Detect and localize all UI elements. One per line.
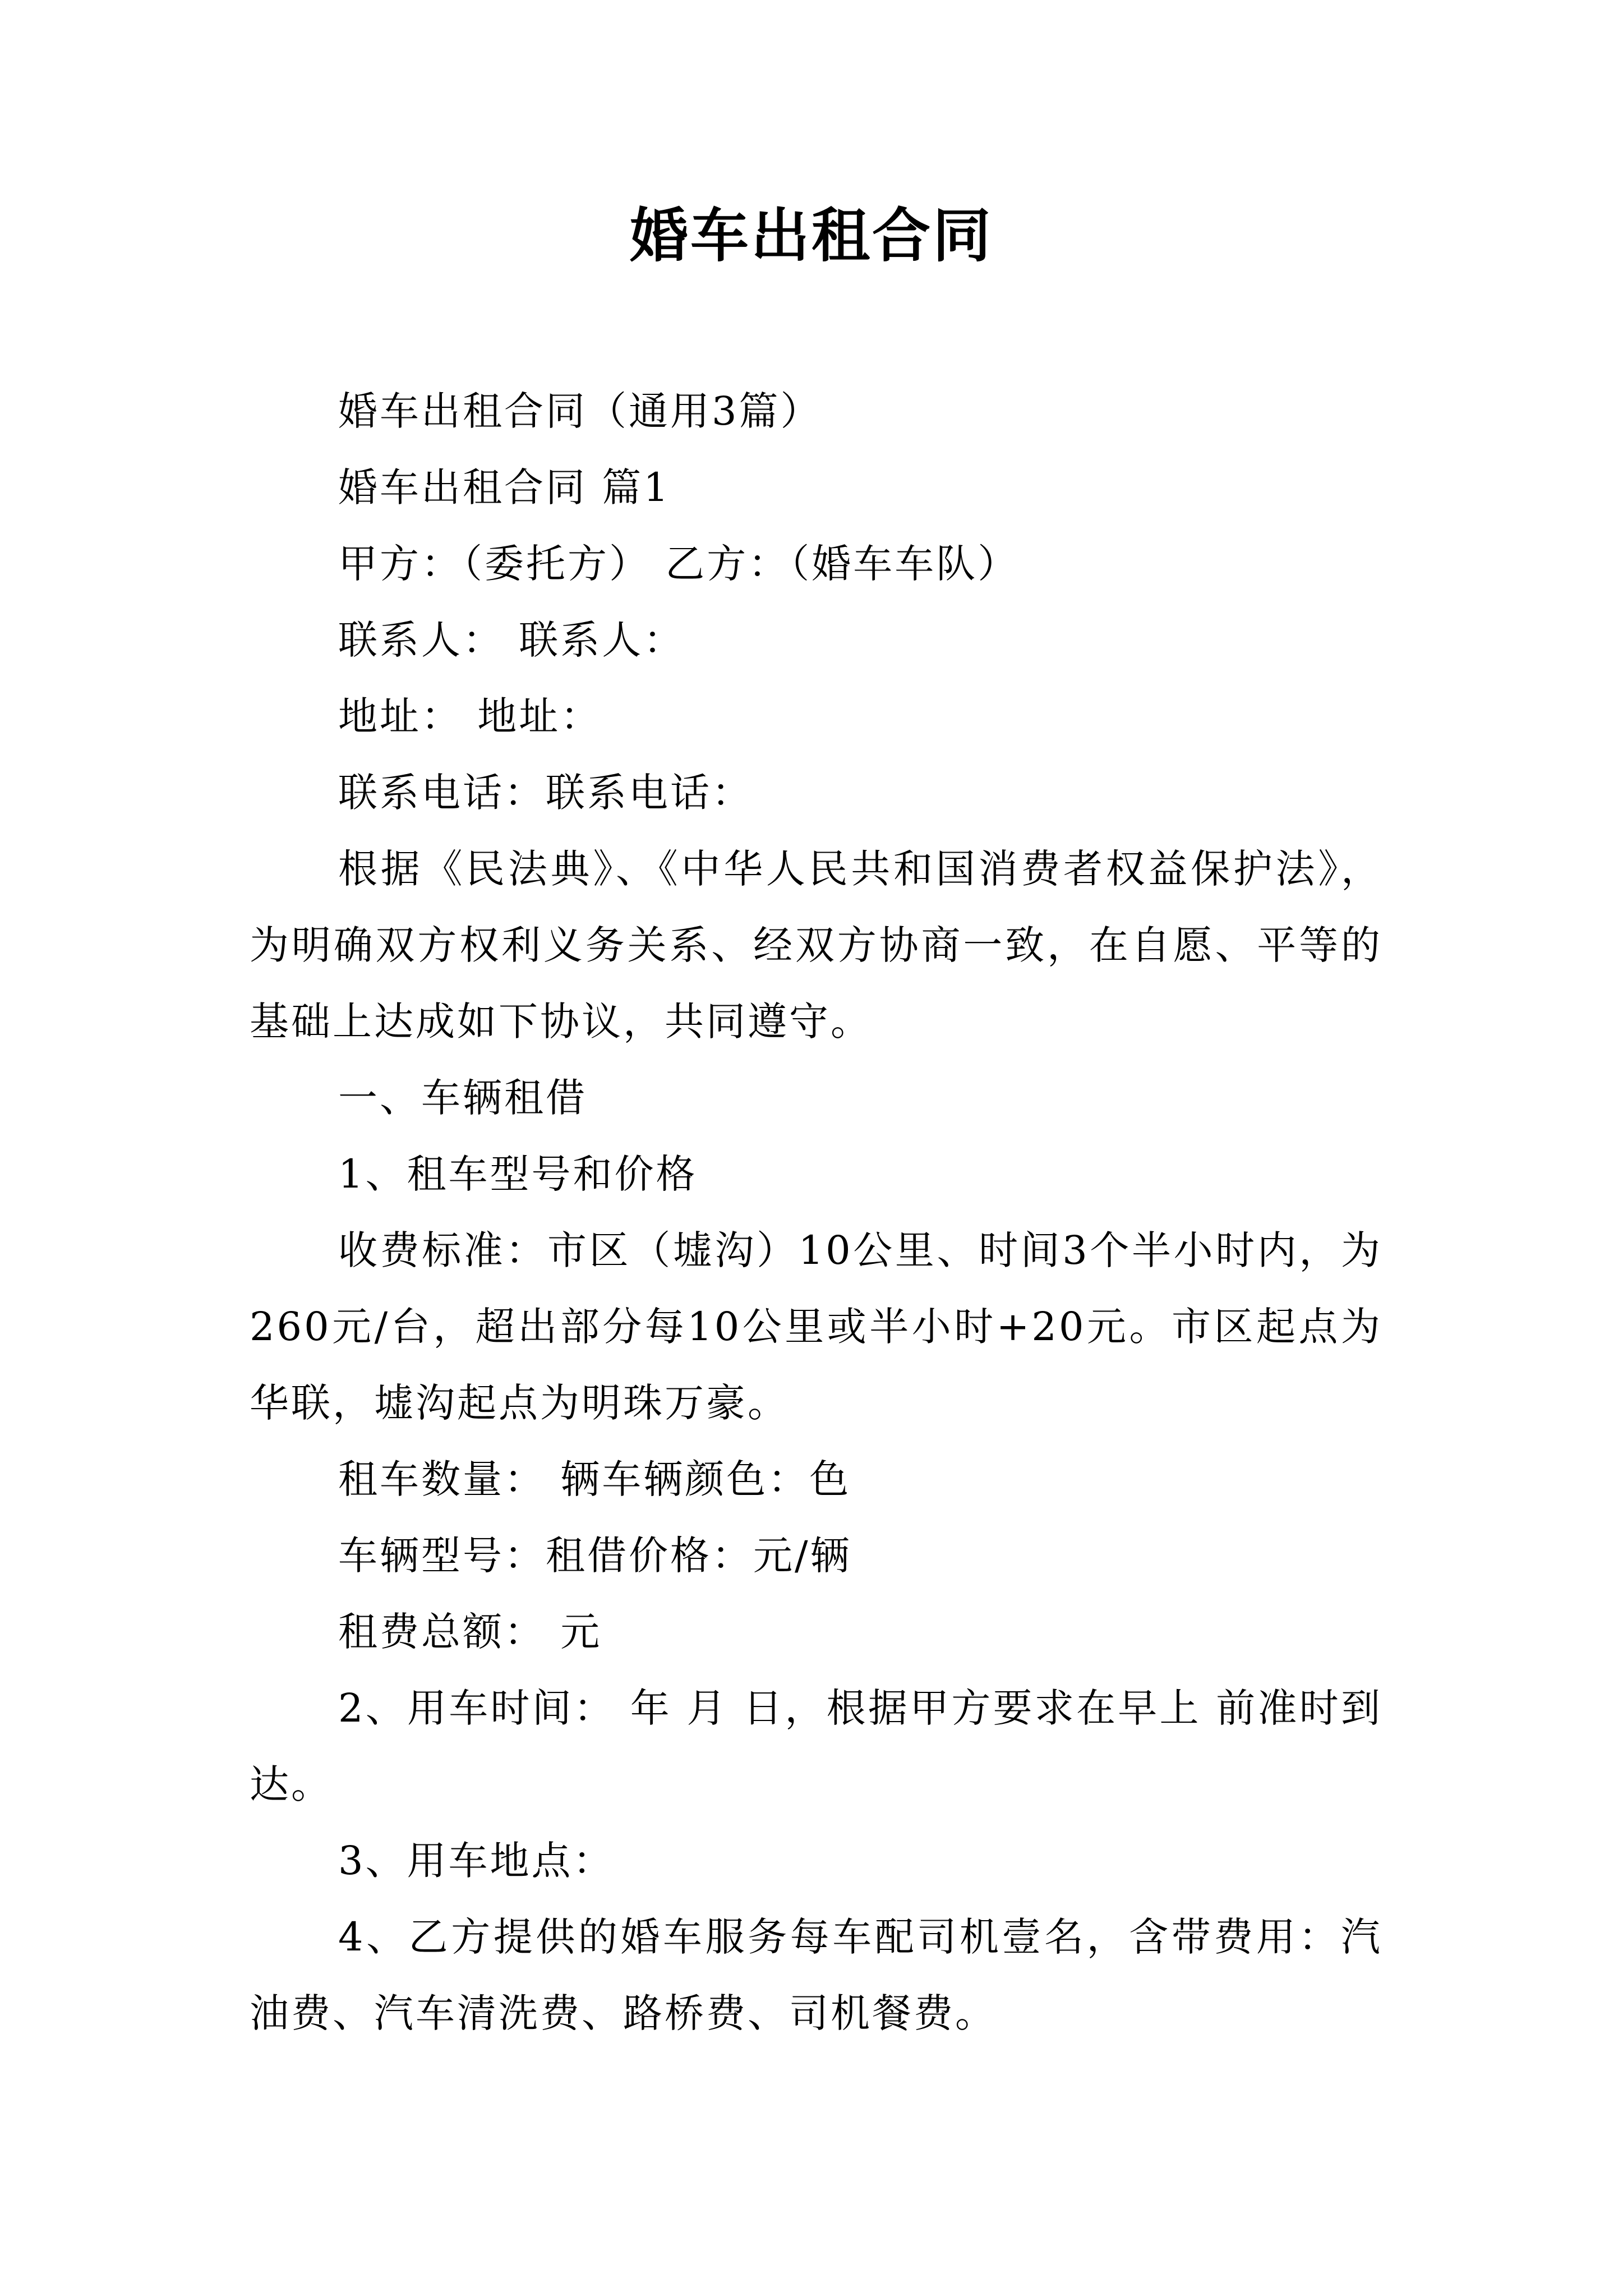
paragraph-total: 租费总额： 元	[338, 1609, 602, 1655]
document-title: 婚车出租合同	[629, 201, 993, 270]
paragraph-section-1: 一、车辆租借	[338, 1075, 587, 1121]
paragraph-heading-part1: 婚车出租合同 篇1	[338, 464, 671, 510]
paragraph-item-1: 1、租车型号和价格	[338, 1151, 698, 1197]
paragraph-parties: 甲方：（委托方） 乙方：（婚车车队）	[338, 541, 1020, 587]
paragraph-phone: 联系电话：联系电话：	[338, 770, 753, 816]
paragraph-preamble: 根据《民法典》、《中华人民共和国消费者权益保护法》，为明确双方权利义务关系、经双方协商一致，在自愿、平等的基础上达成如下协议，共同遵守。	[250, 846, 1382, 1045]
paragraph-model-price: 车辆型号：租借价格：元/辆	[338, 1533, 852, 1579]
paragraph-heading-general: 婚车出租合同（通用3篇）	[338, 388, 822, 434]
paragraph-address: 地址： 地址：	[338, 693, 602, 739]
paragraph-contact: 联系人： 联系人：	[338, 617, 685, 663]
paragraph-fee-standard: 收费标准：市区（墟沟）10公里、时间3个半小时内，为260元/台，超出部分每10公里或半小时+20元。市区起点为华联，墟沟起点为明珠万豪。	[250, 1227, 1382, 1426]
paragraph-quantity-color: 租车数量： 辆车辆颜色：色	[338, 1456, 851, 1502]
paragraph-item-3: 3、用车地点：	[338, 1838, 615, 1884]
paragraph-item-2: 2、用车时间： 年 月 日，根据甲方要求在早上 前准时到达。	[250, 1685, 1382, 1807]
document-body	[250, 373, 1382, 2051]
paragraph-item-4: 4、乙方提供的婚车服务每车配司机壹名，含带费用：汽油费、汽车清洗费、路桥费、司机餐费。	[250, 1914, 1382, 2036]
